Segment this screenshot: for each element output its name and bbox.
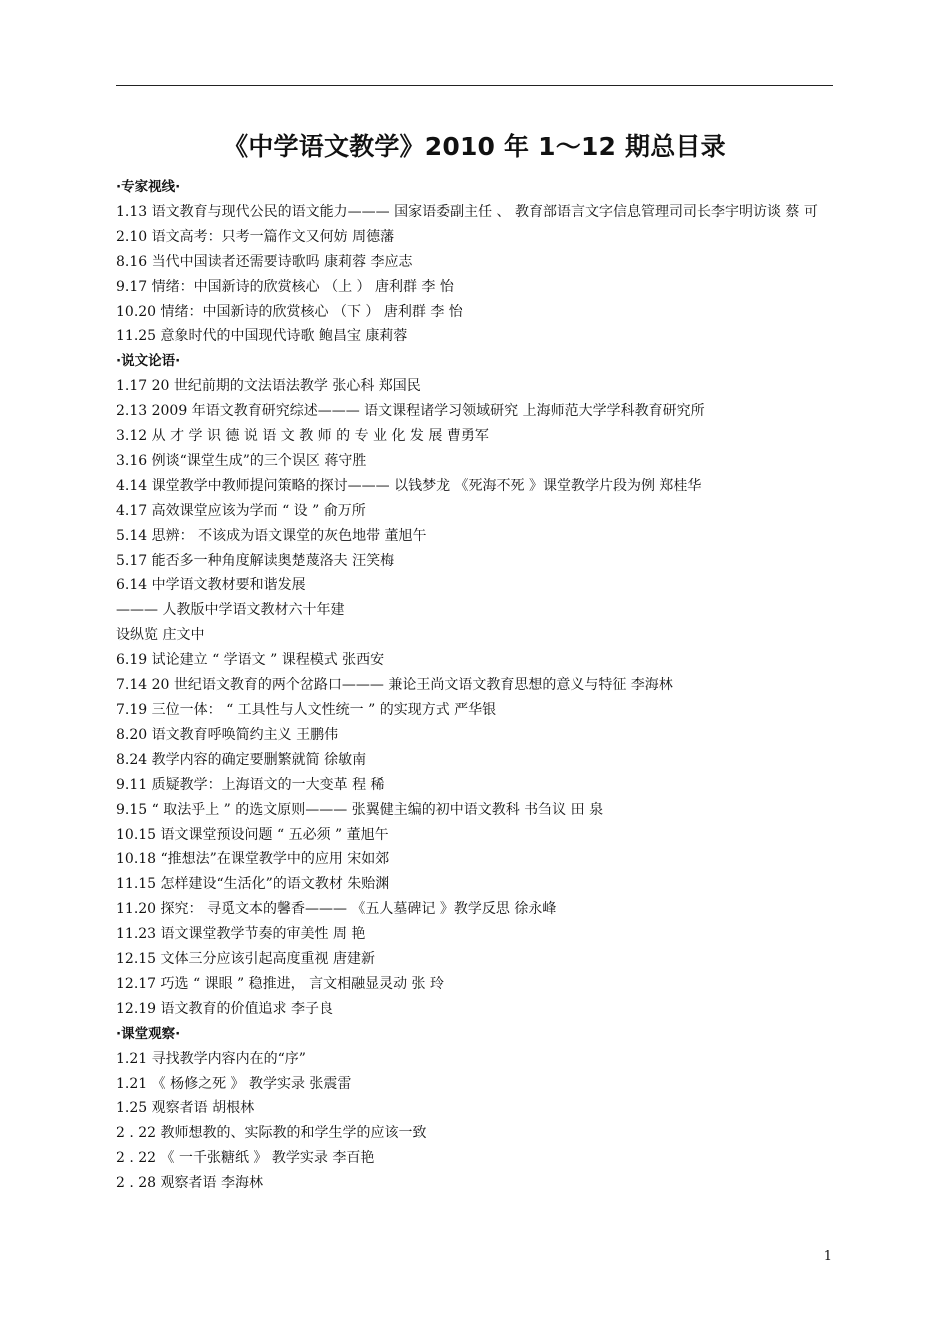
toc-entry: 9.15 “ 取法乎上 ” 的选文原则——— 张翼健主编的初中语文教科 书刍议 田 泉 bbox=[116, 801, 604, 818]
toc-entry: 6.14 中学语文教材要和谐发展 bbox=[116, 577, 306, 594]
toc-entry: ——— 人教版中学语文教材六十年建 bbox=[116, 602, 345, 619]
toc-entry: 2.13 2009 年语文教育研究综述——— 语文课程诸学习领域研究 上海师范大学学科教育研究所 bbox=[116, 403, 705, 420]
toc-entry: 11.25 意象时代的中国现代诗歌 鲍昌宝 康莉蓉 bbox=[116, 328, 408, 345]
section-heading: ·课堂观察· bbox=[116, 1025, 181, 1042]
toc-entry: 11.20 探究： 寻觅文本的馨香——— 《五人墓碑记 》教学反思 徐永峰 bbox=[116, 901, 557, 918]
toc-entry: 8.24 教学内容的确定要删繁就简 徐敏南 bbox=[116, 751, 367, 768]
toc-entry: 4.17 高效课堂应该为学而 “ 设 ” 俞万所 bbox=[116, 502, 366, 519]
toc-entry: 2 . 28 观察者语 李海林 bbox=[116, 1175, 263, 1192]
toc-entry: 9.11 质疑教学：上海语文的一大变革 程 稀 bbox=[116, 776, 385, 793]
toc-entry: 3.12 从 才 学 识 德 说 语 文 教 师 的 专 业 化 发 展 曹勇军 bbox=[116, 428, 489, 445]
table-of-contents bbox=[116, 175, 838, 1196]
toc-entry: 11.23 语文课堂教学节奏的审美性 周 艳 bbox=[116, 926, 366, 943]
toc-entry: 1.21 寻找教学内容内在的“序” bbox=[116, 1050, 306, 1067]
toc-entry: 12.15 文体三分应该引起高度重视 唐建新 bbox=[116, 951, 375, 968]
toc-entry: 7.14 20 世纪语文教育的两个岔路口——— 兼论王尚文语文教育思想的意义与特征 李海林 bbox=[116, 677, 673, 694]
toc-entry: 2 . 22 教师想教的、实际教的和学生学的应该一致 bbox=[116, 1125, 427, 1142]
toc-entry: 12.19 语文教育的价值追求 李子良 bbox=[116, 1000, 333, 1017]
toc-entry: 8.16 当代中国读者还需要诗歌吗 康莉蓉 李应志 bbox=[116, 253, 413, 270]
toc-entry: 3.16 例谈“课堂生成”的三个误区 蒋守胜 bbox=[116, 452, 367, 469]
page-number: 1 bbox=[823, 1249, 832, 1264]
toc-entry: 1.25 观察者语 胡根林 bbox=[116, 1100, 255, 1117]
toc-entry: 5.17 能否多一种角度解读奥楚蔑洛夫 汪笑梅 bbox=[116, 552, 395, 569]
toc-entry: 6.19 试论建立 “ 学语文 ” 课程模式 张西安 bbox=[116, 652, 385, 669]
page-title: 《中学语文教学》2010 年 1～12 期总目录 bbox=[223, 132, 726, 161]
toc-entry: 4.14 课堂教学中教师提问策略的探讨——— 以钱梦龙 《死海不死 》课堂教学片段为例 郑桂华 bbox=[116, 477, 702, 494]
toc-entry: 2.10 语文高考：只考一篇作文又何妨 周德藩 bbox=[116, 228, 395, 245]
header-rule bbox=[116, 85, 833, 86]
toc-entry: 设纵览 庄文中 bbox=[116, 627, 205, 644]
toc-entry: 11.15 怎样建设“生活化”的语文教材 朱贻渊 bbox=[116, 876, 390, 893]
toc-entry: 8.20 语文教育呼唤简约主义 王鹏伟 bbox=[116, 726, 339, 743]
toc-entry: 10.18 “推想法”在课堂教学中的应用 宋如郊 bbox=[116, 851, 390, 868]
section-heading: ·专家视线· bbox=[116, 179, 181, 195]
toc-entry: 10.20 情绪：中国新诗的欣赏核心 （下 ） 唐利群 李 怡 bbox=[116, 303, 463, 320]
toc-entry: 7.19 三位一体： “ 工具性与人文性统一 ” 的实现方式 严华银 bbox=[116, 702, 497, 718]
toc-entry: 5.14 思辨： 不该成为语文课堂的灰色地带 董旭午 bbox=[116, 527, 427, 544]
toc-entry: 1.17 20 世纪前期的文法语法教学 张心科 郑国民 bbox=[116, 378, 421, 395]
toc-entry: 9.17 情绪：中国新诗的欣赏核心 （上 ） 唐利群 李 怡 bbox=[116, 278, 454, 295]
toc-entry: 1.21 《 杨修之死 》 教学实录 张震雷 bbox=[116, 1075, 352, 1092]
toc-entry: 12.17 巧选 “ 课眼 ” 稳推进， 言文相融显灵动 张 玲 bbox=[116, 975, 444, 992]
toc-entry: 1.13 语文教育与现代公民的语文能力——— 国家语委副主任 、 教育部语言文字信息管理司司长李宇明访谈 蔡 可 bbox=[116, 203, 818, 220]
toc-entry: 2 . 22 《 一千张糖纸 》 教学实录 李百艳 bbox=[116, 1150, 375, 1167]
toc-entry: 10.15 语文课堂预设问题 “ 五必须 ” 董旭午 bbox=[116, 826, 389, 843]
section-heading: ·说文论语· bbox=[116, 353, 181, 370]
